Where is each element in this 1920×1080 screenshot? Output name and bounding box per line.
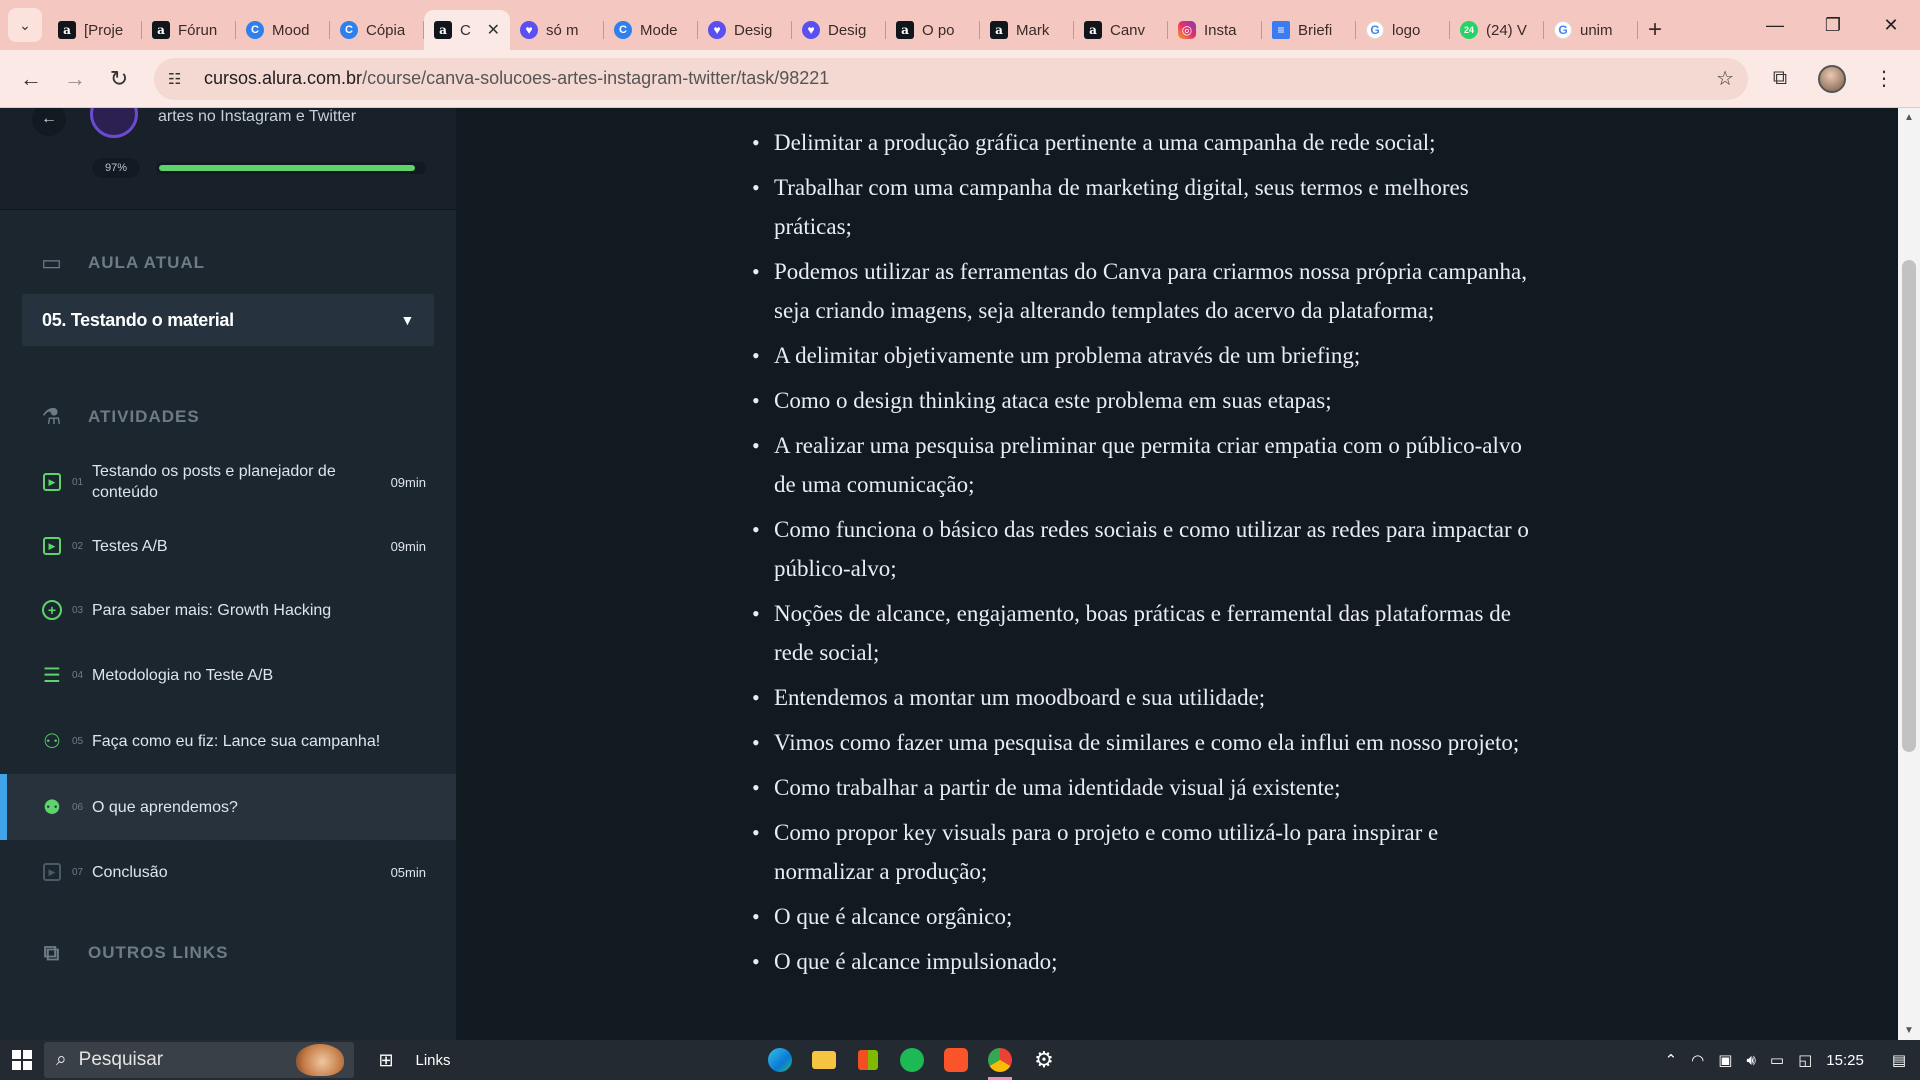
spotify-app-icon[interactable]: [890, 1040, 934, 1080]
activity-label: Faça como eu fiz: Lance sua campanha!: [92, 732, 381, 750]
course-sidebar: [0, 108, 456, 1040]
page-scrollbar[interactable]: [1898, 108, 1920, 1040]
browser-tab[interactable]: [886, 10, 980, 50]
docs-favicon-icon: ≡: [1272, 21, 1290, 39]
learned-topic-item: • Como trabalhar a partir de uma identidade visual já existente;: [774, 768, 1534, 807]
tab-title: Desig: [734, 21, 773, 39]
wa-favicon-icon: 24: [1460, 21, 1478, 39]
alura-favicon-icon: a: [58, 21, 76, 39]
activity-label: Para saber mais: Growth Hacking: [92, 601, 332, 619]
tab-title: (24) V: [1486, 21, 1527, 39]
tab-title: Cópia: [366, 21, 406, 39]
browser-tab[interactable]: [792, 10, 886, 50]
chevron-down-icon: ⌄: [19, 16, 31, 33]
tab-title: Mood: [272, 21, 310, 39]
tab-search-button[interactable]: [8, 8, 42, 42]
profile-button[interactable]: [1812, 59, 1852, 99]
learned-topic-item: • Como propor key visuals para o projeto e como utilizá-lo para inspirar e normalizar a produção;: [774, 813, 1534, 891]
arrow-right-icon: →: [64, 65, 86, 91]
browser-tab[interactable]: [1262, 10, 1356, 50]
file-explorer-app-icon[interactable]: [802, 1040, 846, 1080]
browser-tab[interactable]: [980, 10, 1074, 50]
learned-topic-item: • Vimos como fazer uma pesquisa de similares e como ela influi em nosso projeto;: [774, 723, 1534, 762]
activity-item[interactable]: [0, 642, 456, 708]
close-window-button[interactable]: ✕: [1883, 14, 1899, 35]
browser-tab[interactable]: [604, 10, 698, 50]
activities-heading-text: ATIVIDADES: [88, 407, 200, 426]
browser-tab[interactable]: [330, 10, 424, 50]
back-button[interactable]: [12, 60, 50, 98]
lesson-selector-value: 05. Testando o material: [42, 309, 234, 330]
activity-label: Metodologia no Teste A/B: [92, 666, 274, 684]
battery-icon[interactable]: ▭: [1769, 1052, 1785, 1069]
browser-tab[interactable]: [236, 10, 330, 50]
extensions-icon[interactable]: ⧉: [1772, 67, 1788, 89]
chevron-down-icon: ▼: [400, 312, 414, 328]
activity-number: 05: [72, 735, 84, 747]
scroll-up-icon[interactable]: ▲: [1904, 112, 1914, 123]
learned-topic-item: • Podemos utilizar as ferramentas do Canva para criarmos nossa própria campanha, seja criando imagens, seja alterando templates do acervo da plataforma;: [774, 252, 1534, 330]
browser-tab[interactable]: [1450, 10, 1544, 50]
browser-toolbar: [0, 50, 1920, 108]
progress-bar: [156, 162, 426, 174]
learned-topic-item: • Como o design thinking ataca este problema em suas etapas;: [774, 381, 1534, 420]
google-favicon-icon: G: [1554, 21, 1572, 39]
tab-title: Mark: [1016, 21, 1050, 39]
play-video-icon: ▶: [40, 534, 64, 558]
tab-title: Briefi: [1298, 21, 1333, 39]
scrollbar-thumb[interactable]: [1902, 260, 1916, 752]
learned-topic-item: • O que é alcance impulsionado;: [774, 942, 1534, 981]
windows-logo-icon: [12, 1050, 32, 1070]
browser-tab[interactable]: [424, 10, 510, 50]
reload-button[interactable]: [100, 60, 138, 98]
browser-tab[interactable]: [698, 10, 792, 50]
browser-tab[interactable]: [1544, 10, 1638, 50]
flask-icon: ⚗: [41, 404, 63, 429]
new-tab-button[interactable]: [1638, 10, 1672, 50]
activity-item[interactable]: [0, 514, 456, 578]
chrome-app-icon[interactable]: [978, 1040, 1022, 1080]
forward-button[interactable]: [56, 60, 94, 98]
tab-list: [48, 0, 1638, 50]
system-tray: [1665, 1051, 1920, 1069]
taskbar-search[interactable]: [44, 1042, 354, 1078]
heart-favicon-icon: ♥: [520, 21, 538, 39]
url-path: /course/canva-solucoes-artes-instagram-twitter/task/98221: [362, 68, 830, 88]
tab-title: Insta: [1204, 21, 1237, 39]
learned-topic-item: • Entendemos a montar um moodboard e sua utilidade;: [774, 678, 1534, 717]
activity-number: 07: [72, 866, 84, 878]
activity-label: Conclusão: [92, 863, 168, 881]
brave-app-icon[interactable]: [934, 1040, 978, 1080]
activity-label: O que aprendemos?: [92, 798, 238, 816]
clock[interactable]: 15:25: [1826, 1051, 1864, 1069]
volume-icon[interactable]: 🔊︎: [1746, 1051, 1756, 1069]
plus-circle-icon: +: [40, 598, 64, 622]
restore-button[interactable]: ❐: [1824, 14, 1842, 35]
activity-number: 06: [72, 801, 84, 813]
settings-app-icon[interactable]: [1022, 1040, 1066, 1080]
browser-tab[interactable]: [142, 10, 236, 50]
activity-duration: 05min: [390, 864, 426, 880]
tab-title: Canv: [1110, 21, 1146, 39]
tab-title: O po: [922, 21, 955, 39]
browser-tab[interactable]: [510, 10, 604, 50]
display-icon[interactable]: ◱: [1798, 1052, 1813, 1069]
activities-heading: [0, 402, 456, 432]
tab-title: só m: [546, 21, 579, 39]
google-favicon-icon: G: [1366, 21, 1384, 39]
course-logo: [90, 108, 138, 138]
minimize-button[interactable]: —: [1766, 14, 1784, 35]
course-name: artes no Instagram e Twitter: [158, 108, 357, 125]
person-edit-icon: ⚉: [43, 796, 61, 819]
network-icon[interactable]: ◠: [1691, 1052, 1705, 1069]
window-controls: [1746, 0, 1920, 50]
browser-tab[interactable]: [1168, 10, 1262, 50]
activity-list: [0, 450, 456, 904]
play-video-icon: ▶: [40, 860, 64, 884]
activity-number: 04: [72, 669, 84, 681]
alura-favicon-icon: a: [990, 21, 1008, 39]
site-settings-icon[interactable]: ☷: [168, 70, 182, 88]
meet-now-icon[interactable]: ▣: [1718, 1052, 1733, 1069]
plus-icon: +: [1647, 16, 1662, 43]
learned-topic-item: • Noções de alcance, engajamento, boas práticas e ferramental das plataformas de rede social;: [774, 594, 1534, 672]
browser-tab[interactable]: [1074, 10, 1168, 50]
list-icon: ☰: [43, 664, 61, 687]
tab-title: Desig: [828, 21, 867, 39]
insta-favicon-icon: ◎: [1178, 21, 1196, 39]
other-links-heading: [0, 938, 456, 968]
activity-item[interactable]: [0, 708, 456, 774]
search-icon: ⌕: [56, 1049, 67, 1070]
play-video-icon: ▶: [40, 470, 64, 494]
arrow-left-icon: ←: [20, 65, 42, 91]
reload-icon: ↻: [109, 65, 129, 91]
back-arrow-icon[interactable]: ←: [32, 108, 66, 136]
windows-taskbar: [0, 1040, 1920, 1080]
scroll-down-icon[interactable]: ▼: [1904, 1025, 1914, 1036]
book-icon: ▭: [41, 250, 63, 275]
notifications-icon[interactable]: ▤: [1891, 1052, 1906, 1069]
alura-favicon-icon: a: [896, 21, 914, 39]
other-links-heading-text: OUTROS LINKS: [88, 943, 229, 962]
progress-bar-fill: [159, 165, 415, 171]
learned-topic-item: • A delimitar objetivamente um problema através de um briefing;: [774, 336, 1534, 375]
heart-favicon-icon: ♥: [802, 21, 820, 39]
canva-favicon-icon: C: [340, 21, 358, 39]
tab-strip: [0, 0, 1920, 50]
start-button[interactable]: [0, 1040, 44, 1080]
tab-title: C: [460, 21, 471, 39]
current-lesson-heading: [0, 248, 456, 278]
close-tab-icon[interactable]: ✕: [486, 22, 500, 39]
current-lesson-heading-text: AULA ATUAL: [88, 253, 206, 272]
gear-icon: ⚙: [1034, 1047, 1054, 1072]
chevron-up-icon[interactable]: ⌃: [1664, 1052, 1678, 1069]
activity-item[interactable]: [0, 774, 456, 840]
store-app-icon[interactable]: [846, 1040, 890, 1080]
activity-item[interactable]: [0, 578, 456, 642]
learned-topic-item: • A realizar uma pesquisa preliminar que permita criar empatia com o público-alvo de uma comunicação;: [774, 426, 1534, 504]
learned-topic-item: • O que é alcance orgânico;: [774, 897, 1534, 936]
alura-favicon-icon: a: [1084, 21, 1102, 39]
address-bar[interactable]: [154, 58, 1748, 100]
activity-duration: 09min: [390, 474, 426, 490]
activity-number: 01: [72, 476, 84, 488]
task-view-icon[interactable]: ⊞: [378, 1049, 394, 1070]
tab-title: logo: [1392, 21, 1421, 39]
activity-duration: 09min: [390, 538, 426, 554]
url-host: cursos.alura.com.br: [204, 68, 363, 88]
lesson-content: [456, 108, 1898, 1040]
activity-item[interactable]: [0, 840, 456, 904]
activity-number: 03: [72, 604, 84, 616]
tab-title: unim: [1580, 21, 1613, 39]
avatar: [1818, 65, 1846, 93]
links-toolbar[interactable]: Links: [415, 1051, 451, 1069]
learned-topic-item: • Trabalhar com uma campanha de marketing digital, seus termos e melhores práticas;: [774, 168, 1534, 246]
tab-title: Mode: [640, 21, 678, 39]
canva-favicon-icon: C: [614, 21, 632, 39]
browser-tab[interactable]: [48, 10, 142, 50]
progress-percent: 97%: [92, 158, 140, 178]
alura-favicon-icon: a: [434, 21, 452, 39]
people-icon: ⚇: [43, 730, 61, 753]
activity-label: Testando os posts e planejador de conteúdo: [92, 463, 336, 501]
learned-topics-list: [774, 108, 1534, 987]
edge-app-icon[interactable]: [758, 1040, 802, 1080]
search-highlight-image: [296, 1044, 344, 1076]
tab-title: [Proje: [84, 21, 124, 39]
activity-number: 02: [72, 540, 84, 552]
activity-item[interactable]: [0, 450, 456, 514]
menu-kebab-icon[interactable]: ⋮: [1874, 68, 1894, 90]
activity-label: Testes A/B: [92, 537, 168, 555]
learned-topic-item: • Delimitar a produção gráfica pertinente a uma campanha de rede social;: [774, 123, 1534, 162]
browser-tab[interactable]: [1356, 10, 1450, 50]
lesson-selector[interactable]: [22, 294, 434, 346]
canva-favicon-icon: C: [246, 21, 264, 39]
links-icon: ⧉: [43, 940, 61, 965]
course-header: [0, 108, 456, 210]
tab-title: Fórun: [178, 21, 218, 39]
learned-topic-item: • Como funciona o básico das redes sociais e como utilizar as redes para impactar o público-alvo;: [774, 510, 1534, 588]
bookmark-star-icon[interactable]: ☆: [1716, 68, 1734, 90]
heart-favicon-icon: ♥: [708, 21, 726, 39]
alura-favicon-icon: a: [152, 21, 170, 39]
taskbar-search-placeholder: Pesquisar: [78, 1049, 164, 1070]
